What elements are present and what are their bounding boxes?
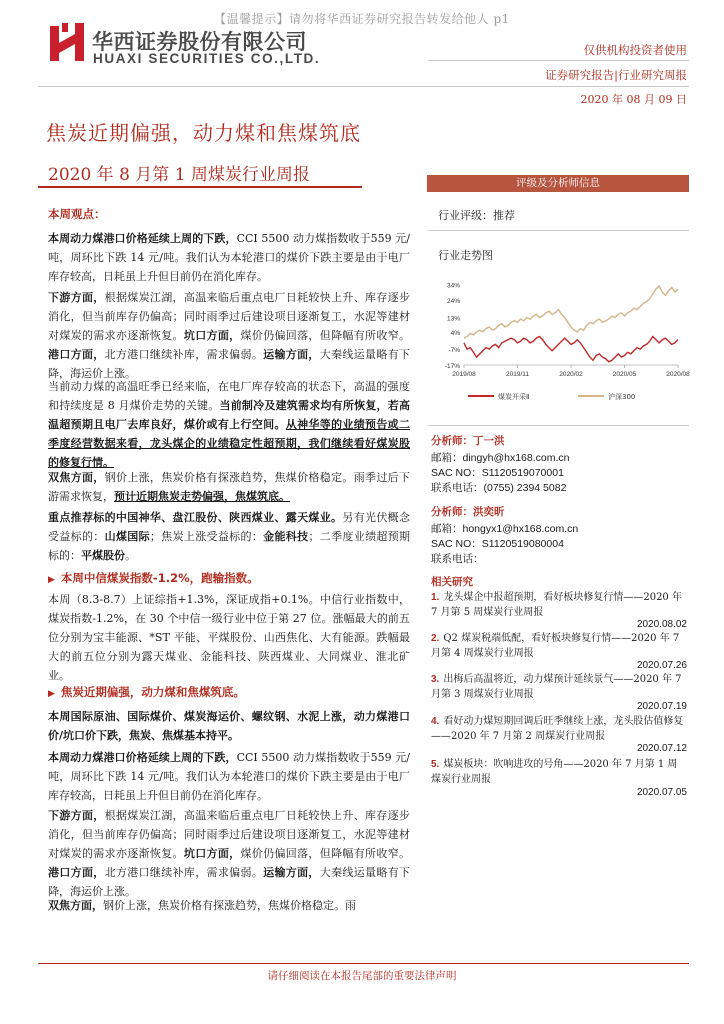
legend-label: 煤炭开采Ⅱ <box>498 393 530 401</box>
sac-label: SAC NO： <box>431 538 482 550</box>
report-type: 证券研究报告|行业研究周报 <box>545 68 687 82</box>
para-bold: 当前制冷及建筑需求均有所恢复，若高温超预期且电厂去库良好，煤价或有上行空间。 <box>48 399 410 431</box>
para-text: 北方港口继续补库，需求偏弱。 <box>104 348 264 361</box>
phone-label: 联系电话： <box>431 553 484 565</box>
analyst-phone <box>431 480 566 495</box>
para-bold: 预计近期焦炭走势偏强，焦煤筑底。 <box>114 490 290 503</box>
para-bold: 下游方面， <box>48 809 105 822</box>
bullet-heading-index <box>48 570 259 586</box>
triangle-bullet-icon: ▶ <box>48 575 55 585</box>
related-report-link[interactable] <box>431 672 687 702</box>
para-text: CCI 5500 动力煤指数收于559 元/吨，周环比下跌 14 元/吨。我们认为本轮港口的煤价下跌主要是由于电厂库存较高，日耗虽上升但目前仍在消化库存。 <box>48 232 410 283</box>
huaxi-logo-icon <box>50 23 84 61</box>
para-text: 煤价仍偏回落，但降幅有所收窄。 <box>240 847 411 860</box>
triangle-bullet-icon: ▶ <box>48 689 55 699</box>
para-bold: 港口方面， <box>48 866 105 879</box>
related-report-link[interactable] <box>431 757 687 787</box>
watermark-text: 【温馨提示】请勿将华西证券研究报告转发给他人 p1 <box>214 12 510 26</box>
analyst-name: 分析师：丁一洪 <box>431 435 505 447</box>
legend-label: 沪深300 <box>608 393 636 401</box>
related-date: 2020.07.19 <box>636 701 687 712</box>
paragraph-coal-price <box>48 229 410 286</box>
para-text: ；焦炭上涨受益标的： <box>149 530 264 543</box>
analyst-sac <box>431 465 564 480</box>
related-title: Q2 煤炭税端低配，看好板块修复行情——2020 年 7 月第 4 周煤炭行业周报 <box>431 633 680 659</box>
para-text: 根据煤炭江湖，高温来临后重点电厂日耗较快上升、库存逐步消化，但当前库存仍偏高；同时雨季过后建设项目逐渐复工，水泥等建材对煤炭的需求亦逐渐恢复。 <box>48 291 411 342</box>
title-underline <box>38 186 362 188</box>
para-text: 另有光伏概念受益标的： <box>48 511 411 543</box>
related-num: 3. <box>431 674 440 685</box>
paragraph-prices-summary <box>48 707 410 745</box>
header-divider <box>428 60 689 61</box>
paragraph-coal-price-2 <box>48 748 410 805</box>
y-tick-label: 34% <box>446 282 460 290</box>
company-name-cn: 华西证券股份有限公司 <box>92 30 307 54</box>
para-text: 大秦线运量略有下降，海运价上涨。 <box>48 866 411 898</box>
para-text: 。 <box>125 549 136 562</box>
y-tick-label: 13% <box>446 315 460 323</box>
email-link[interactable]: hongyx1@hx168.com.cn <box>462 523 579 535</box>
related-date: 2020.07.12 <box>636 743 687 754</box>
sac-number: S1120519070001 <box>481 467 564 479</box>
header-rule <box>38 86 689 87</box>
para-bold: 金能科技 <box>263 530 309 543</box>
para-bold: 平煤股份 <box>81 549 125 562</box>
para-bold: 双焦方面， <box>48 899 103 912</box>
sac-number: S1120519080004 <box>481 538 564 550</box>
paragraph-peak-season <box>48 377 410 472</box>
trend-chart-title: 行业走势图 <box>438 249 493 262</box>
para-bold: 坑口方面， <box>183 847 241 860</box>
sidebar-divider <box>428 425 689 426</box>
series-line-coal <box>464 337 678 362</box>
para-bold: 坑口方面， <box>183 329 241 342</box>
industry-trend-chart <box>428 270 690 420</box>
para-bold: 运输方面， <box>263 866 320 879</box>
para-text: 煤价仍偏回落，但降幅有所收窄。 <box>240 329 411 342</box>
para-bold: 运输方面， <box>263 348 320 361</box>
paragraph-downstream <box>48 288 410 383</box>
related-date: 2020.07.05 <box>636 787 687 798</box>
email-label: 邮箱： <box>431 523 463 535</box>
related-title: 看好动力煤短期回调后旺季继续上涨，龙头股估值修复——2020 年 7 月第 2 周煤炭行业周报 <box>431 716 684 742</box>
series-line-hs300 <box>464 286 678 338</box>
related-report-link[interactable] <box>431 714 687 744</box>
x-tick-label: 2019/08 <box>452 371 476 378</box>
para-text: ；二季度业绩超预期标的： <box>48 530 411 562</box>
related-report-link[interactable] <box>431 631 687 661</box>
para-text: 钢价上涨，焦炭价格有探涨趋势，焦煤价格稳定。雨季过后下游需求恢复， <box>48 471 411 503</box>
paragraph-downstream-2 <box>48 806 410 901</box>
audience-note: 仅供机构投资者使用 <box>583 43 687 57</box>
email-label: 邮箱： <box>431 452 463 464</box>
analyst-phone <box>431 551 484 566</box>
paragraph-recommend <box>48 508 410 565</box>
y-tick-label: 4% <box>450 329 460 337</box>
analyst-email <box>431 450 569 465</box>
paragraph-coking <box>48 468 410 506</box>
x-tick-label: 2019/11 <box>505 371 530 378</box>
para-bold: 下游方面， <box>48 291 105 304</box>
para-bold: 从神华等的业绩预告或二季度经营数据来看，龙头煤企的业绩稳定性超预期，我们继续看好煤炭股的修复行情。 <box>48 418 411 469</box>
para-text: 本周（8.3-8.7）上证综指+1.3%，深证成指+0.1%。中信行业指数中，煤炭指数-1.2%，在 30 个中信一级行业中位于第 27 位。涨幅最大的前五位分别为宝丰能源、*ST 平能、平煤股份、山西焦化、大有能源。跌幅最大的前五位分别为露天煤业、金能科技、陕西煤业、大同煤业、淮北矿业。 <box>48 593 410 682</box>
report-date: 2020 年 08 月 09 日 <box>580 93 687 106</box>
para-text: 当前动力煤的高温旺季已经来临，在电厂库存较高的状态下，高温的强度和持续度是 8 月煤价走势的关键。 <box>48 380 410 412</box>
para-bold: 本周动力煤港口价格延续上周的下跌， <box>48 232 237 245</box>
x-tick-label: 2020/08 <box>666 371 690 378</box>
related-research-heading: 相关研究 <box>431 576 473 588</box>
sac-label: SAC NO： <box>431 467 482 479</box>
y-tick-label: 24% <box>446 298 460 306</box>
analyst-name: 分析师：洪奕昕 <box>431 506 505 518</box>
section-heading-views: 本周观点： <box>48 207 106 221</box>
bullet-text: 焦炭近期偏强，动力煤和焦煤筑底。 <box>60 685 245 699</box>
para-bold: 双焦方面， <box>48 471 105 484</box>
related-title: 龙头煤企中报超预期，看好板块修复行情——2020 年 7 月第 5 周煤炭行业周报 <box>431 592 682 618</box>
para-text: 北方港口继续补库，需求偏弱。 <box>104 866 264 879</box>
page-title: 焦炭近期偏强，动力煤和焦煤筑底 <box>46 121 361 145</box>
legal-notice: 请仔细阅读在本报告尾部的重要法律声明 <box>267 970 457 982</box>
industry-rating: 行业评级：推荐 <box>438 209 515 222</box>
para-bold: 本周国际原油、国际煤价、煤炭海运价、螺纹钢、水泥上涨，动力煤港口价/坑口价下跌，焦炭、焦煤基本持平。 <box>48 710 410 742</box>
related-date: 2020.08.02 <box>636 619 687 630</box>
para-text: CCI 5500 动力煤指数收于559 元/吨，周环比下跌 14 元/吨。我们认为本轮港口的煤价下跌主要是由于电厂库存较高，日耗虽上升但目前仍在消化库存。 <box>48 751 410 802</box>
related-date: 2020.07.26 <box>636 660 687 671</box>
para-bold: 本周动力煤港口价格延续上周的下跌， <box>48 751 237 764</box>
page-subtitle: 2020 年 8 月第 1 周煤炭行业周报 <box>48 165 310 185</box>
related-title: 出梅后高温将近，动力煤预计延续景气——2020 年 7 月第 3 周煤炭行业周报 <box>431 674 682 700</box>
related-report-link[interactable] <box>431 590 687 620</box>
para-text: 根据煤炭江湖，高温来临后重点电厂日耗较快上升、库存逐步消化，但当前库存仍偏高；同时雨季过后建设项目逐渐复工，水泥等建材对煤炭的需求亦逐渐恢复。 <box>48 809 411 860</box>
email-link[interactable]: dingyh@hx168.com.cn <box>462 452 570 464</box>
related-num: 5. <box>431 759 440 770</box>
footer-rule <box>38 963 689 964</box>
paragraph-market <box>48 590 410 685</box>
related-num: 2. <box>431 633 440 644</box>
x-tick-label: 2020/05 <box>612 371 637 378</box>
related-num: 1. <box>431 592 440 603</box>
bullet-heading-coke <box>48 684 245 700</box>
related-num: 4. <box>431 716 440 727</box>
para-text: 钢价上涨，焦炭价格有探涨趋势，焦煤价格稳定。雨 <box>103 899 356 912</box>
company-name-en: HUAXI SECURITIES CO.,LTD. <box>93 51 321 66</box>
analyst-sac <box>431 536 564 551</box>
analyst-email <box>431 521 578 536</box>
x-tick-label: 2020/02 <box>559 371 583 378</box>
phone-label: 联系电话： <box>431 482 484 494</box>
paragraph-coking-2 <box>48 896 410 915</box>
y-tick-label: -17% <box>444 363 460 370</box>
related-title: 煤炭板块：吹响进攻的号角——2020 年 7 月第 1 周煤炭行业周报 <box>431 759 678 785</box>
para-text: 大秦线运量略有下降，海运价上涨。 <box>48 348 411 380</box>
bullet-text: 本周中信煤炭指数-1.2%，跑输指数。 <box>60 571 259 585</box>
rating-section-header: 评级及分析师信息 <box>427 175 689 192</box>
y-tick-label: -7% <box>448 347 460 355</box>
phone-number: (0755) 2394 5082 <box>483 482 567 494</box>
sidebar-divider <box>428 230 689 231</box>
para-bold: 重点推荐标的中国神华、盘江股份、陕西煤业、露天煤业。 <box>48 511 343 524</box>
para-bold: 港口方面， <box>48 348 105 361</box>
para-bold: 山煤国际 <box>104 530 150 543</box>
